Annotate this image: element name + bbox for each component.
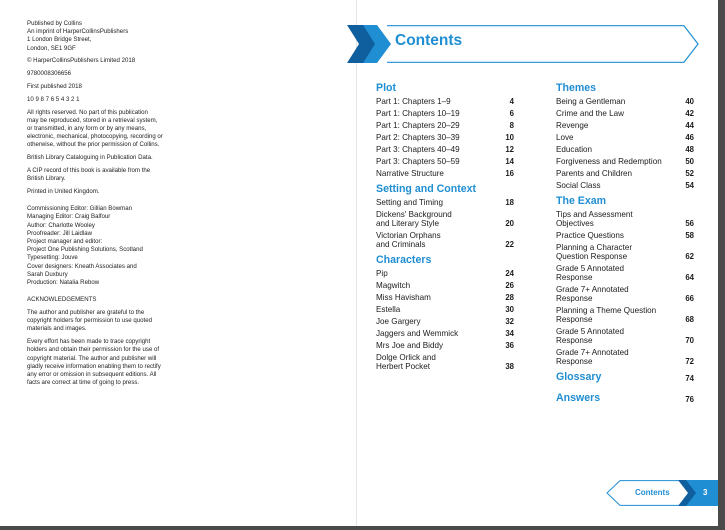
toc-entry-glossary[interactable] [556,371,694,384]
toc-entry[interactable] [556,208,694,229]
acknowledgements-heading: ACKNOWLEDGEMENTS [27,296,97,304]
toc-entry-page: 38 [505,361,514,371]
toc-entry-title: Joe Gargery [376,316,421,326]
section-heading-plot[interactable]: Plot [376,82,397,94]
toc-entry-title: Being a Gentleman [556,96,626,106]
toc-entry-page: 42 [685,108,694,118]
toc-entry[interactable] [376,327,514,339]
acknowledgements-text-2: Every effort has been made to trace copyright holders and obtain their permission for the use of copyright material. The author and publisher will gladly receive information enabling them to rectify any error or omission in subsequent editions. All facts are correct at time of going to press. [27,338,161,387]
page-title: Contents [395,32,463,49]
toc-entry-page: 72 [685,356,694,366]
toc-entry[interactable] [376,167,514,179]
toc-entry-title: Social Class [556,180,601,190]
imprint-cip: A CIP record of this book is available from the British Library. [27,167,151,183]
toc-entry[interactable] [376,95,514,107]
toc-entry-page: 36 [505,340,514,350]
toc-entry-title: Love [556,132,574,142]
toc-entry[interactable] [376,339,514,351]
toc-entry[interactable] [556,119,694,131]
toc-entry[interactable] [376,155,514,167]
toc-entry[interactable] [376,131,514,143]
toc-entry-page: 56 [685,218,694,228]
toc-entry[interactable] [376,119,514,131]
toc-entry-page: 52 [685,168,694,178]
toc-entry-answers[interactable] [556,392,694,405]
section-heading-themes[interactable]: Themes [556,82,597,94]
toc-entry-title: Grade 5 Annotated Response [556,326,624,345]
toc-entry[interactable] [556,95,694,107]
toc-entry[interactable] [556,283,694,304]
toc-entry[interactable] [376,196,514,208]
toc-entry[interactable] [556,167,694,179]
toc-entry-title: Planning a Theme Question Response [556,305,657,324]
toc-entry-page: 70 [685,335,694,345]
toc-entry-page: 34 [505,328,514,338]
toc-entry[interactable] [376,315,514,327]
toc-entry-page: 16 [505,168,514,178]
toc-entry-title: Education [556,144,592,154]
toc-entry[interactable] [556,262,694,283]
toc-entry-title: Victorian Orphans and Criminals [376,230,441,249]
toc-entry[interactable] [376,351,514,372]
toc-entry-page: 10 [505,132,514,142]
toc-entry-title: Tips and Assessment Objectives [556,209,633,228]
toc-entry[interactable] [376,208,514,229]
toc-entry-title: Grade 7+ Annotated Response [556,284,629,303]
imprint-print-line: 10 9 8 7 6 5 4 3 2 1 [27,95,80,103]
toc-entry-title: Part 3: Chapters 50–59 [376,156,460,166]
imprint-page [27,20,202,392]
toc-entry[interactable] [376,143,514,155]
toc-entry[interactable] [556,179,694,191]
toc-entry-page: 14 [505,156,514,166]
imprint-copyright: © HarperCollinsPublishers Limited 2018 [27,57,136,65]
imprint-publisher: Published by Collins An imprint of HarperCollinsPublishers 1 London Bridge Street, London, SE1 9GF [27,20,129,52]
toc-entry-page: 46 [685,132,694,142]
toc-entry[interactable] [556,325,694,346]
toc-entry-page: 30 [505,304,514,314]
section-heading-answers: Answers [556,392,601,404]
toc-entry-title: Part 2: Chapters 30–39 [376,132,460,142]
page-number: 3 [703,488,708,497]
toc-entry-title: Grade 5 Annotated Response [556,263,624,282]
toc-entry-title: Forgiveness and Redemption [556,156,662,166]
toc-entry-page: 64 [685,272,694,282]
acknowledgements-text-1: The author and publisher are grateful to the copyright holders for permission to use quoted materials and images. [27,309,152,333]
toc-entry-title: Estella [376,304,401,314]
toc-entry-page: 62 [685,251,694,261]
toc-entry-title: Narrative Structure [376,168,444,178]
toc-entry[interactable] [556,143,694,155]
toc-entry-title: Magwitch [376,280,411,290]
toc-entry[interactable] [376,303,514,315]
imprint-first-published: First published 2018 [27,83,82,90]
toc-entry[interactable] [556,229,694,241]
toc-entry-title: Pip [376,268,388,278]
toc-entry-page: 32 [505,316,514,326]
toc-entry-page: 24 [505,268,514,278]
page-spine [356,0,357,526]
toc-entry-page: 44 [685,120,694,130]
toc-entry-title: Part 1: Chapters 20–29 [376,120,460,130]
toc-entry-page: 12 [505,144,514,154]
toc-entry-title: Practice Questions [556,230,624,240]
section-heading-exam[interactable]: The Exam [556,195,607,207]
toc-entry-title: Dolge Orlick and Herbert Pocket [376,352,436,371]
toc-entry-title: Part 3: Chapters 40–49 [376,144,460,154]
section-heading-characters[interactable]: Characters [376,254,432,266]
toc-entry[interactable] [376,107,514,119]
toc-entry[interactable] [556,241,694,262]
toc-entry-title: Planning a Character Question Response [556,242,633,261]
toc-entry-page: 8 [509,120,514,130]
contents-banner [347,25,699,63]
page-footer-tab [606,480,718,506]
toc-entry-page: 4 [509,96,514,106]
toc-entry-page: 66 [685,293,694,303]
toc-entry[interactable] [376,229,514,250]
toc-entry-page: 22 [505,239,514,249]
toc-entry[interactable] [556,131,694,143]
toc-entry-page: 28 [505,292,514,302]
footer-section-label: Contents [635,488,670,497]
imprint-rights: All rights reserved. No part of this publication may be reproduced, stored in a retrieval system, or transmitted, in any form or by any means, electronic, mechanical, photocopying, recording or otherwise, without the prior permission of Collins. [27,108,163,149]
toc-entry-title: Miss Havisham [376,292,431,302]
toc-entry-title: Revenge [556,120,589,130]
toc-entry-page: 20 [505,218,514,228]
toc-entry-title: Crime and the Law [556,108,624,118]
imprint-credits: Commissioning Editor: Gillian Bowman Managing Editor: Craig Balfour Author: Charlotte Wooley Proofreader: Jill Laidlaw Project manager and editor: Project One Publishing Solutions, Scotland Typesetting: Jouve Cover designers: Kneath Associates and Sarah Duxbury Production: Natalia Rebow [27,205,143,287]
toc-entry-title: Jaggers and Wemmick [376,328,459,338]
toc-entry-page: 26 [505,280,514,290]
contents-column-left [376,82,514,372]
imprint-cataloguing: British Library Cataloguing in Publication Data. [27,154,153,162]
toc-entry-title: Part 1: Chapters 10–19 [376,108,460,118]
toc-entry[interactable] [556,107,694,119]
toc-entry[interactable] [556,155,694,167]
toc-entry[interactable] [556,304,694,325]
toc-entry-title: Mrs Joe and Biddy [376,340,444,350]
section-heading-glossary: Glossary [556,371,602,383]
toc-entry[interactable] [376,267,514,279]
toc-entry-page: 50 [685,156,694,166]
toc-entry-page: 48 [685,144,694,154]
toc-entry-title: Parents and Children [556,168,633,178]
toc-entry-page: 6 [509,108,514,118]
imprint-printed: Printed in United Kingdom. [27,188,100,195]
toc-entry-page: 54 [685,180,694,190]
toc-entry-page: 58 [685,230,694,240]
toc-entry-page: 40 [685,96,694,106]
toc-entry-page: 68 [685,314,694,324]
contents-column-right [556,82,694,405]
toc-entry-title: Setting and Timing [376,197,444,207]
toc-entry[interactable] [556,346,694,367]
toc-entry-page: 74 [685,374,694,383]
section-heading-setting[interactable]: Setting and Context [376,183,477,195]
toc-entry-title: Dickens' Background and Literary Style [376,209,452,228]
toc-entry[interactable] [376,291,514,303]
toc-entry-page: 18 [505,197,514,207]
imprint-isbn: 9780008306656 [27,70,72,78]
toc-entry-title: Part 1: Chapters 1–9 [376,96,451,106]
toc-entry-title: Grade 7+ Annotated Response [556,347,629,366]
toc-entry[interactable] [376,279,514,291]
toc-entry-page: 76 [685,395,694,404]
